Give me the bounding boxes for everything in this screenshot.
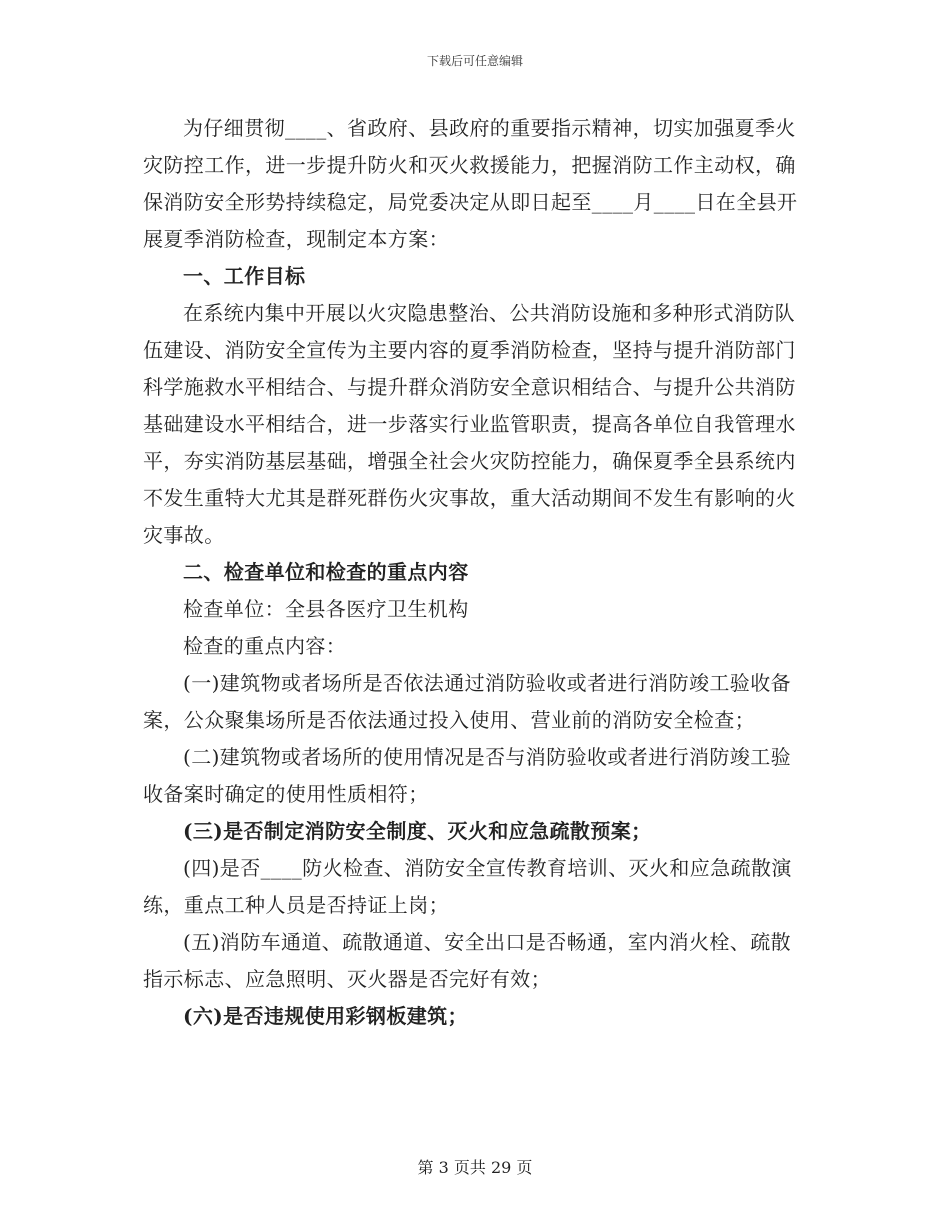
goals-paragraph: 在系统内集中开展以火灾隐患整治、公共消防设施和多种形式消防队伍建设、消防安全宣传为主要内容的夏季消防检查，坚持与提升消防部门科学施救水平相结合、与提升群众消防安全意识相结合、与提升公共消防基础建设水平相结合，进一步落实行业监管职责，提高各单位自我管理水平，夯实消防基层基础，增强全社会火灾防控能力，确保夏季全县系统内不发生重特大尤其是群死群伤火灾事故，重大活动期间不发生有影响的火灾事故。 — [143, 301, 796, 547]
page-header: 下载后可任意编辑 — [426, 54, 523, 68]
page-number: 第 3 页共 29 页 — [417, 1158, 533, 1177]
inspection-units: 检查单位：全县各医疗卫生机构 — [183, 597, 469, 621]
focus-item-1: (一)建筑物或者场所是否依法通过消防验收或者进行消防竣工验收备案，公众聚集场所是否依法通过投入使用、营业前的消防安全检查； — [143, 671, 792, 732]
focus-item-5: (五)消防车通道、疏散通道、安全出口是否畅通，室内消火栓、疏散指示标志、应急照明、灭火器是否完好有效； — [143, 930, 792, 991]
section-heading-goals: 一、工作目标 — [183, 264, 306, 288]
section-heading-inspection: 二、检查单位和检查的重点内容 — [183, 560, 469, 584]
intro-paragraph: 为仔细贯彻____、省政府、县政府的重要指示精神，切实加强夏季火灾防控工作，进一步提升防火和灭火救援能力，把握消防工作主动权，确保消防安全形势持续稳定，局党委决定从即日起至____月____日在全县开展夏季消防检查，现制定本方案： — [143, 116, 798, 251]
focus-item-4: (四)是否____防火检查、消防安全宣传教育培训、灭火和应急疏散演练，重点工种人员是否持证上岗； — [143, 856, 792, 917]
focus-item-6: (六)是否违规使用彩钢板建筑； — [183, 1004, 468, 1028]
focus-item-3: (三)是否制定消防安全制度、灭火和应急疏散预案； — [183, 819, 652, 843]
inspection-focus-label: 检查的重点内容： — [183, 634, 347, 658]
focus-item-2: (二)建筑物或者场所的使用情况是否与消防验收或者进行消防竣工验收备案时确定的使用性质相符； — [143, 745, 792, 806]
document-body — [143, 110, 808, 1035]
